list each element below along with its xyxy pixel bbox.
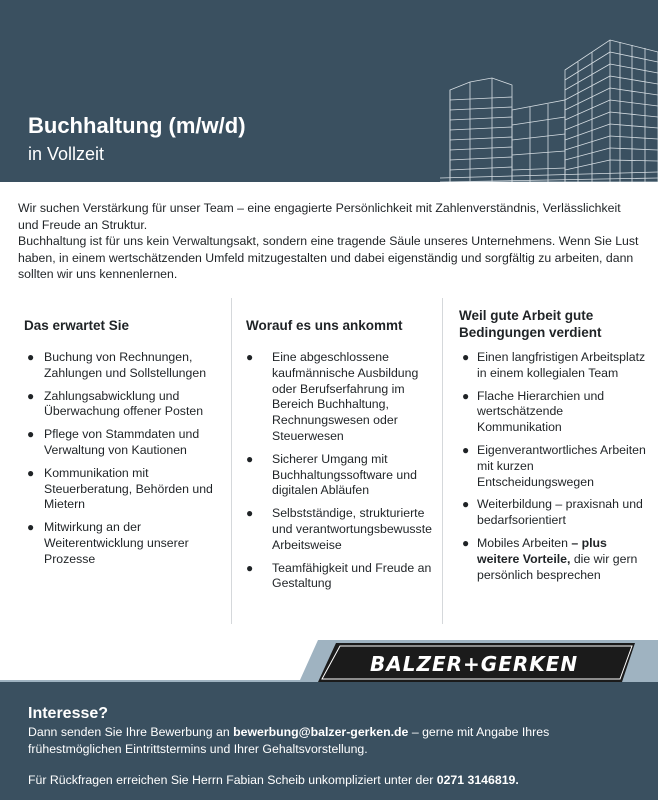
page-title: Buchhaltung (m/w/d) (28, 113, 246, 138)
bullet-icon: ● (462, 350, 470, 364)
list-item: ● Eine abgeschlossene kaufmännische Ausbildung oder Berufserfahrung im Bereich Buchhaltung, Rechnungswesen oder Steuerwesen (246, 350, 419, 443)
bullet-icon: ● (462, 442, 470, 457)
email-link[interactable]: bewerbung@balzer-gerken.de (233, 725, 409, 739)
column-heading: Das erwartet Sie (24, 318, 130, 333)
intro-text (18, 200, 643, 283)
list-item: ● Weiterbildung – praxisnah und bedarfsorientiert (462, 497, 643, 528)
list-item: ● Buchung von Rechnungen, Zahlungen und Sollstellungen (27, 350, 207, 380)
bullet-icon: ● (27, 520, 35, 535)
page-subtitle: in Vollzeit (28, 144, 105, 164)
list-item: ● Einen langfristigen Arbeitsplatz in einem kollegialen Team (462, 350, 646, 380)
list-item: ● Mitwirkung an der Weiterentwicklung unserer Prozesse (27, 520, 189, 566)
interest-heading: Interesse? (28, 705, 109, 722)
header-banner (0, 0, 658, 182)
list-item: ● Kommunikation mit Steuerberatung, Behörden und Mietern (27, 465, 213, 512)
bullet-icon: ● (246, 350, 254, 364)
column-tasks (10, 298, 230, 624)
bullet-icon: ● (27, 350, 35, 364)
list-item: ● Flache Hierarchien und wertschätzende Kommunikation (462, 388, 605, 435)
list-item: ● Sicherer Umgang mit Buchhaltungssoftware und digitalen Abläufen (246, 451, 417, 498)
bullet-icon: ● (27, 388, 35, 403)
bullet-icon: ● (246, 451, 254, 466)
column-heading: Weil gute Arbeit gute Bedingungen verdient (459, 308, 602, 340)
bullet-icon: ● (246, 506, 254, 521)
company-logo: BALZER+GERKEN (370, 652, 579, 676)
bullet-icon: ● (462, 388, 470, 403)
bullet-icon: ● (27, 427, 35, 442)
list-item: ● Mobiles Arbeiten – plus weitere Vorteile, die wir gern persönlich besprechen (462, 535, 638, 582)
bullet-icon: ● (462, 497, 470, 512)
info-columns (10, 298, 654, 624)
intro-line-1: Wir suchen Verstärkung für unser Team – eine engagierte Persönlichkeit mit Zahlenverständnis, Verlässlichkeit und Freude an Struktur. (18, 201, 621, 232)
list-item: ● Pflege von Stammdaten und Verwaltung von Kautionen (27, 427, 200, 457)
list-item: ● Zahlungsabwicklung und Überwachung offener Posten (27, 388, 204, 419)
benefits-list (459, 350, 651, 590)
requirements-list (246, 350, 439, 599)
task-list (24, 350, 226, 575)
list-item: ● Eigenverantwortliches Arbeiten mit kurzen Entscheidungswegen (462, 442, 646, 489)
column-heading: Worauf es uns ankommt (246, 318, 403, 333)
column-benefits (442, 298, 655, 624)
intro-line-2: Buchhaltung ist für uns kein Verwaltungsakt, sondern eine tragende Säule unseres Unternehmens. Wenn Sie Lust haben, in einem wertschätzenden Umfeld mitzugestalten und dabei eigenständig und sorgfältig zu arbeiten, dann sollten wir uns kennenlernen. (18, 234, 639, 281)
apply-text: Dann senden Sie Ihre Bewerbung an bewerbung@balzer-gerken.de – gerne mit Angabe Ihres frühestmöglichen Eintrittstermins und Ihrer Gehaltsvorstellung. (28, 725, 550, 756)
bullet-icon: ● (246, 560, 254, 575)
column-requirements (231, 298, 443, 624)
phone-number[interactable]: 0271 3146819. (436, 773, 519, 787)
list-item: ● Selbstständige, strukturierte und verantwortungsbewusste Arbeitsweise (246, 506, 432, 552)
bullet-icon: ● (462, 535, 470, 550)
bullet-icon: ● (27, 465, 35, 480)
contact-text: Für Rückfragen erreichen Sie Herrn Fabian Scheib unkompliziert unter der 0271 3146819. (28, 773, 519, 787)
list-item: ● Teamfähigkeit und Freude an Gestaltung (246, 560, 432, 591)
